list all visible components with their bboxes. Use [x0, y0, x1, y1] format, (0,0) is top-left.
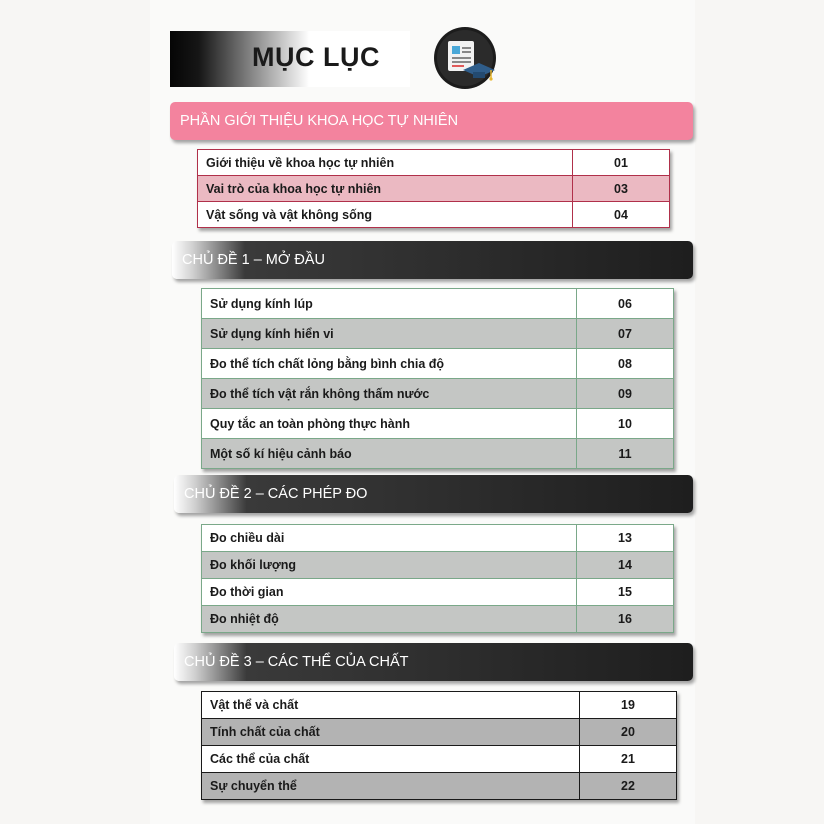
toc-entry-label: Đo khối lượng	[202, 552, 577, 579]
toc-entry-label: Vật thể và chất	[202, 692, 580, 719]
toc-entry-label: Sử dụng kính lúp	[202, 289, 577, 319]
toc-entry-page: 15	[577, 579, 674, 606]
page-title: MỤC LỤC	[252, 42, 380, 72]
toc-entry-page: 13	[577, 525, 674, 552]
toc-entry-page: 19	[580, 692, 677, 719]
toc-entry-page: 04	[573, 202, 670, 228]
toc-entry-label: Đo chiều dài	[202, 525, 577, 552]
toc-table-topic-2	[201, 524, 674, 633]
toc-entry-page: 07	[577, 319, 674, 349]
toc-entry-label: Một số kí hiệu cảnh báo	[202, 439, 577, 469]
table-row[interactable]	[202, 692, 677, 719]
table-row[interactable]	[198, 150, 670, 176]
toc-entry-label: Vật sống và vật không sống	[198, 202, 573, 228]
table-row[interactable]	[202, 319, 674, 349]
table-row[interactable]	[202, 439, 674, 469]
table-row[interactable]	[198, 202, 670, 228]
table-row[interactable]	[202, 409, 674, 439]
certificate-graduation-icon	[433, 26, 497, 90]
toc-entry-label: Vai trò của khoa học tự nhiên	[198, 176, 573, 202]
toc-entry-label: Đo nhiệt độ	[202, 606, 577, 633]
toc-entry-page: 22	[580, 773, 677, 800]
table-row[interactable]	[202, 289, 674, 319]
table-row[interactable]	[202, 552, 674, 579]
toc-entry-label: Đo thời gian	[202, 579, 577, 606]
table-row[interactable]	[202, 525, 674, 552]
toc-entry-label: Quy tắc an toàn phòng thực hành	[202, 409, 577, 439]
toc-table-topic-3	[201, 691, 677, 800]
section-heading-intro: PHẦN GIỚI THIỆU KHOA HỌC TỰ NHIÊN	[170, 102, 693, 140]
toc-entry-page: 06	[577, 289, 674, 319]
toc-entry-page: 09	[577, 379, 674, 409]
toc-entry-page: 11	[577, 439, 674, 469]
table-row[interactable]	[202, 606, 674, 633]
toc-entry-label: Các thể của chất	[202, 746, 580, 773]
section-heading-topic-3: CHỦ ĐỀ 3 – CÁC THỂ CỦA CHẤT	[174, 643, 693, 681]
toc-entry-page: 03	[573, 176, 670, 202]
toc-table-intro	[197, 149, 670, 228]
toc-entry-page: 16	[577, 606, 674, 633]
toc-entry-label: Tính chất của chất	[202, 719, 580, 746]
table-row[interactable]	[202, 579, 674, 606]
table-row[interactable]	[202, 379, 674, 409]
toc-entry-page: 21	[580, 746, 677, 773]
toc-entry-label: Sử dụng kính hiển vi	[202, 319, 577, 349]
toc-entry-label: Đo thể tích chất lỏng bằng bình chia độ	[202, 349, 577, 379]
table-row[interactable]	[202, 746, 677, 773]
table-row[interactable]	[198, 176, 670, 202]
toc-entry-label: Đo thể tích vật rắn không thấm nước	[202, 379, 577, 409]
table-row[interactable]	[202, 349, 674, 379]
table-row[interactable]	[202, 773, 677, 800]
section-heading-topic-2: CHỦ ĐỀ 2 – CÁC PHÉP ĐO	[174, 475, 693, 513]
toc-table-topic-1	[201, 288, 674, 469]
toc-entry-label: Sự chuyển thể	[202, 773, 580, 800]
section-heading-topic-1: CHỦ ĐỀ 1 – MỞ ĐẦU	[172, 241, 693, 279]
toc-entry-page: 10	[577, 409, 674, 439]
toc-entry-page: 01	[573, 150, 670, 176]
toc-entry-page: 14	[577, 552, 674, 579]
toc-entry-page: 20	[580, 719, 677, 746]
toc-entry-label: Giới thiệu về khoa học tự nhiên	[198, 150, 573, 176]
toc-entry-page: 08	[577, 349, 674, 379]
table-row[interactable]	[202, 719, 677, 746]
